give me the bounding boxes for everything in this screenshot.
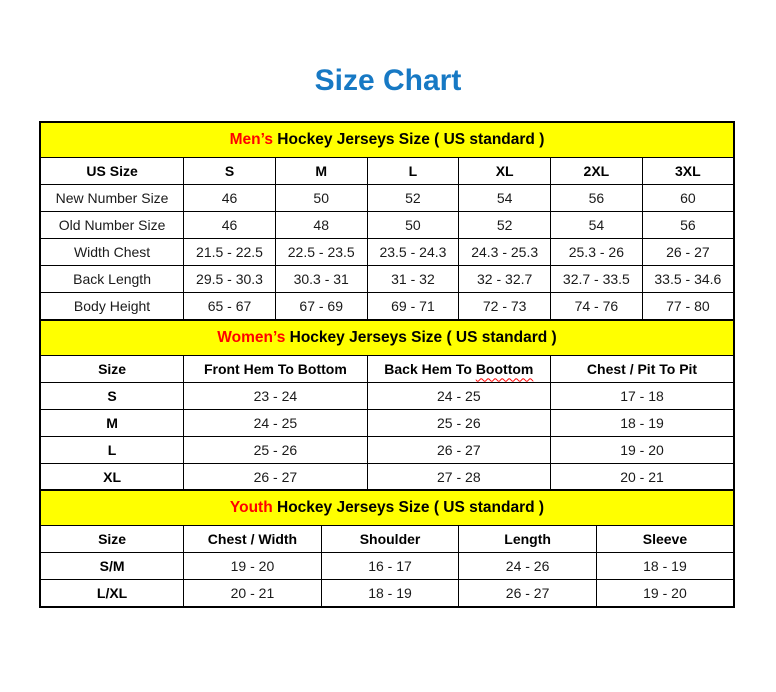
size-value-cell: 24.3 - 25.3 bbox=[459, 239, 551, 266]
caption-text: Hockey Jerseys Size ( US standard ) bbox=[272, 131, 545, 148]
size-value-cell: 24 - 26 bbox=[459, 553, 597, 580]
table-row bbox=[40, 266, 734, 293]
size-chart-tables bbox=[39, 121, 735, 608]
size-value-cell: 26 - 27 bbox=[642, 239, 734, 266]
youth-size-table bbox=[39, 489, 735, 608]
column-header: Back Hem To Boottom bbox=[367, 355, 550, 382]
size-value-cell: 54 bbox=[459, 185, 551, 212]
row-label: M bbox=[40, 409, 184, 436]
caption-accent-word: Women’s bbox=[217, 328, 286, 346]
size-value-cell: 33.5 - 34.6 bbox=[642, 266, 734, 293]
row-label: Body Height bbox=[40, 293, 184, 321]
table-row bbox=[40, 293, 734, 321]
size-value-cell: 19 - 20 bbox=[551, 436, 734, 463]
size-value-cell: 26 - 27 bbox=[367, 436, 550, 463]
size-value-cell: 52 bbox=[459, 212, 551, 239]
size-value-cell: 74 - 76 bbox=[551, 293, 643, 321]
row-label: Width Chest bbox=[40, 239, 184, 266]
size-value-cell: 77 - 80 bbox=[642, 293, 734, 321]
caption-accent-word: Youth bbox=[229, 499, 273, 516]
size-value-cell: 72 - 73 bbox=[459, 293, 551, 321]
caption-text: Hockey Jerseys Size ( US standard ) bbox=[285, 328, 557, 346]
column-header: US Size bbox=[40, 158, 184, 185]
size-value-cell: 32 - 32.7 bbox=[459, 266, 551, 293]
table-row bbox=[40, 382, 734, 409]
size-value-cell: 22.5 - 23.5 bbox=[275, 239, 367, 266]
table-row bbox=[40, 580, 734, 608]
row-label: L/XL bbox=[40, 580, 184, 608]
column-header: Front Hem To Bottom bbox=[184, 355, 367, 382]
size-value-cell: 25 - 26 bbox=[367, 409, 550, 436]
womens-size-table bbox=[39, 319, 735, 492]
size-value-cell: 17 - 18 bbox=[551, 382, 734, 409]
column-header: Size bbox=[40, 526, 184, 553]
size-value-cell: 65 - 67 bbox=[184, 293, 276, 321]
size-value-cell: 23.5 - 24.3 bbox=[367, 239, 459, 266]
size-value-cell: 46 bbox=[184, 212, 276, 239]
size-value-cell: 46 bbox=[184, 185, 276, 212]
column-header: M bbox=[275, 158, 367, 185]
size-value-cell: 26 - 27 bbox=[184, 463, 367, 491]
size-value-cell: 20 - 21 bbox=[184, 580, 322, 608]
size-value-cell: 27 - 28 bbox=[367, 463, 550, 491]
row-label: New Number Size bbox=[40, 185, 184, 212]
page-title: Size Chart bbox=[314, 64, 462, 97]
column-header: Chest / Pit To Pit bbox=[551, 355, 734, 382]
mens-size-table bbox=[39, 121, 735, 321]
size-value-cell: 21.5 - 22.5 bbox=[184, 239, 276, 266]
size-value-cell: 48 bbox=[275, 212, 367, 239]
size-value-cell: 19 - 20 bbox=[184, 553, 322, 580]
row-label: L bbox=[40, 436, 184, 463]
table-row bbox=[40, 212, 734, 239]
size-value-cell: 67 - 69 bbox=[275, 293, 367, 321]
row-label: S/M bbox=[40, 553, 184, 580]
size-value-cell: 31 - 32 bbox=[367, 266, 459, 293]
table-caption bbox=[40, 490, 734, 526]
table-caption bbox=[40, 320, 734, 356]
size-value-cell: 32.7 - 33.5 bbox=[551, 266, 643, 293]
column-header: XL bbox=[459, 158, 551, 185]
size-value-cell: 30.3 - 31 bbox=[275, 266, 367, 293]
size-value-cell: 20 - 21 bbox=[551, 463, 734, 491]
size-value-cell: 23 - 24 bbox=[184, 382, 367, 409]
column-header: L bbox=[367, 158, 459, 185]
size-value-cell: 25.3 - 26 bbox=[551, 239, 643, 266]
size-value-cell: 54 bbox=[551, 212, 643, 239]
row-label: XL bbox=[40, 463, 184, 491]
size-value-cell: 60 bbox=[642, 185, 734, 212]
column-header: S bbox=[184, 158, 276, 185]
size-value-cell: 29.5 - 30.3 bbox=[184, 266, 276, 293]
column-header: Shoulder bbox=[321, 526, 459, 553]
size-value-cell: 69 - 71 bbox=[367, 293, 459, 321]
table-caption bbox=[40, 122, 734, 158]
row-label: Back Length bbox=[40, 266, 184, 293]
size-value-cell: 18 - 19 bbox=[551, 409, 734, 436]
size-value-cell: 56 bbox=[551, 185, 643, 212]
caption-accent-word: Men’s bbox=[229, 131, 273, 148]
table-row bbox=[40, 239, 734, 266]
size-value-cell: 18 - 19 bbox=[596, 553, 734, 580]
size-value-cell: 18 - 19 bbox=[321, 580, 459, 608]
column-header: Sleeve bbox=[596, 526, 734, 553]
table-row bbox=[40, 553, 734, 580]
misspelled-word: Boottom bbox=[475, 360, 534, 377]
size-value-cell: 56 bbox=[642, 212, 734, 239]
size-value-cell: 24 - 25 bbox=[367, 382, 550, 409]
column-header: Chest / Width bbox=[184, 526, 322, 553]
size-value-cell: 19 - 20 bbox=[596, 580, 734, 608]
table-row bbox=[40, 185, 734, 212]
size-value-cell: 26 - 27 bbox=[459, 580, 597, 608]
size-value-cell: 16 - 17 bbox=[321, 553, 459, 580]
table-row bbox=[40, 409, 734, 436]
column-header: Length bbox=[459, 526, 597, 553]
size-value-cell: 50 bbox=[275, 185, 367, 212]
row-label: Old Number Size bbox=[40, 212, 184, 239]
column-header: 2XL bbox=[551, 158, 643, 185]
caption-text: Hockey Jerseys Size ( US standard ) bbox=[272, 499, 545, 516]
table-row bbox=[40, 463, 734, 491]
size-value-cell: 52 bbox=[367, 185, 459, 212]
column-header: 3XL bbox=[642, 158, 734, 185]
column-header: Size bbox=[40, 355, 184, 382]
size-value-cell: 50 bbox=[367, 212, 459, 239]
row-label: S bbox=[40, 382, 184, 409]
size-value-cell: 25 - 26 bbox=[184, 436, 367, 463]
size-value-cell: 24 - 25 bbox=[184, 409, 367, 436]
table-row bbox=[40, 436, 734, 463]
